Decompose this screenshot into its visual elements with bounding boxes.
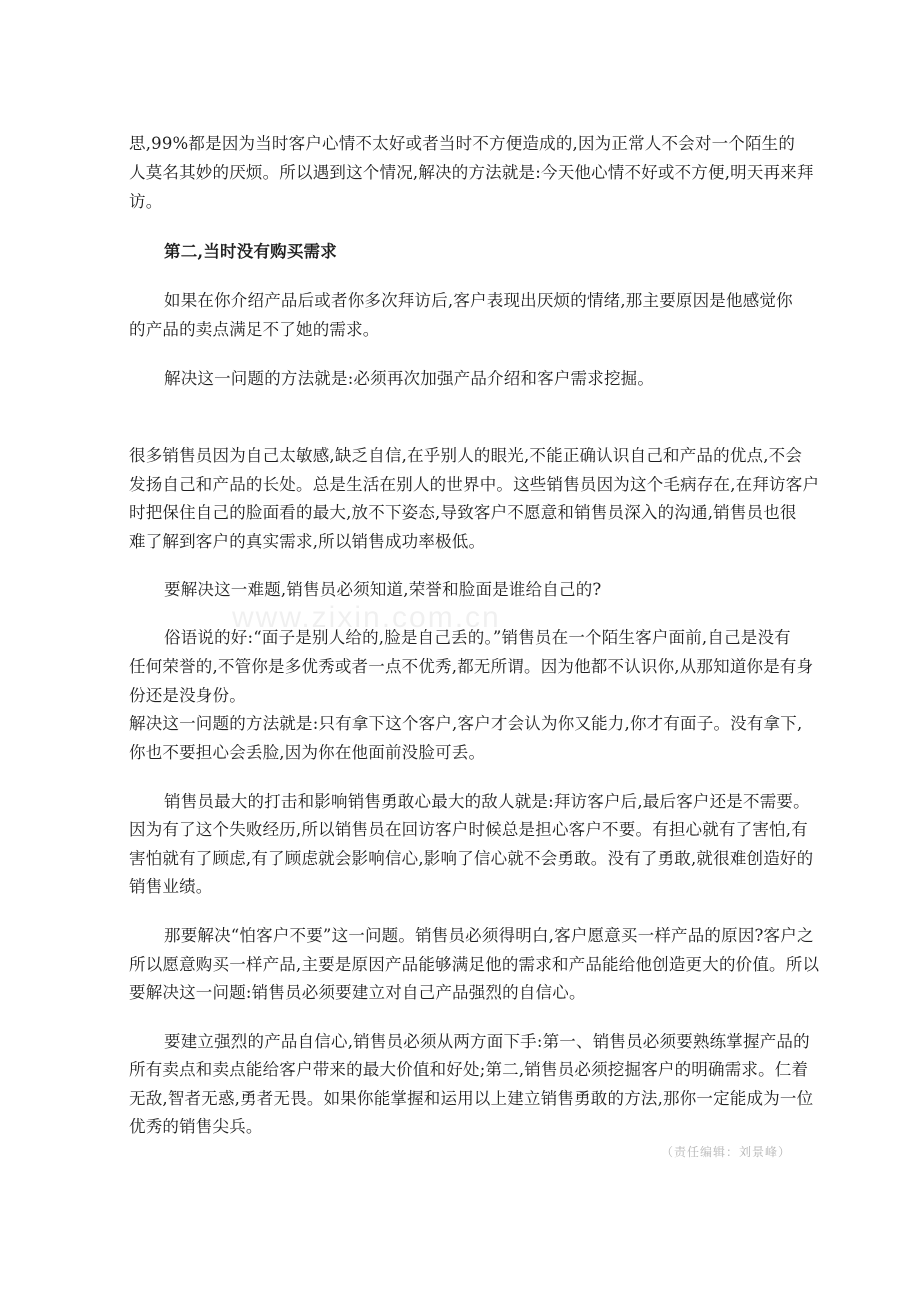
text-line: 很多销售员因为自己太敏感,缺乏自信,在乎别人的眼光,不能正确认识自己和产品的优点,不会 [129,446,803,465]
text-line: 销售员最大的打击和影响销售勇敢心最大的敌人就是:拜访客户后,最后客户还是不需要。 [164,792,810,811]
text-line: 如果在你介绍产品后或者你多次拜访后,客户表现出厌烦的情绪,那主要原因是他感觉你 [164,291,793,310]
text-line: 难了解到客户的真实需求,所以销售成功率极低。 [129,532,486,551]
text-line: 要建立强烈的产品自信心,销售员必须从两方面下手:第一、销售员必须要熟练掌握产品的 [164,1032,810,1051]
text-line: 因为有了这个失败经历,所以销售员在回访客户时候总是担心客户不要。有担心就有了害怕,有 [129,820,808,839]
text-line: 要解决这一难题,销售员必须知道,荣誉和脸面是谁给自己的? [164,580,602,599]
section-heading: 第二,当时没有购买需求 [164,242,337,261]
text-line: 销售业绩。 [129,877,213,896]
text-line: 解决这一问题的方法就是:只有拿下这个客户,客户才会认为你又能力,你才有面子。没有拿下, [129,714,803,733]
text-line: 份还是没身份。 [129,686,246,705]
text-line: 思,99%都是因为当时客户心情不太好或者当时不方便造成的,因为正常人不会对一个陌生的 [129,134,796,153]
text-line: 优秀的销售尖兵。 [129,1117,263,1136]
text-line: 的产品的卖点满足不了她的需求。 [129,320,380,339]
text-line: 所以愿意购买一样产品,主要是原因产品能够满足他的需求和产品能给他创造更大的价值。所以 [129,955,820,974]
text-line: 解决这一问题的方法就是:必须再次加强产品介绍和客户需求挖掘。 [164,369,655,388]
text-line: 时把保住自己的脸面看的最大,放不下姿态,导致客户不愿意和销售员深入的沟通,销售员也很 [129,503,797,522]
text-line: 发扬自己和产品的长处。总是生活在别人的世界中。这些销售员因为这个毛病存在,在拜访客户 [129,475,820,494]
text-line: 俗语说的好:“面子是别人给的,脸是自己丢的。”销售员在一个陌生客户面前,自己是没有 [164,628,791,647]
text-line: 人莫名其妙的厌烦。所以遇到这个情况,解决的方法就是:今天他心情不好或不方便,明天再来拜 [129,163,814,182]
text-line: 任何荣誉的,不管你是多优秀或者一点不优秀,都无所谓。因为他都不认识你,从那知道你是有身 [129,657,814,676]
text-line: 那要解决“怕客户不要”这一问题。销售员必须得明白,客户愿意买一样产品的原因?客户之 [164,926,814,945]
text-line: 所有卖点和卖点能给客户带来的最大价值和好处;第二,销售员必须挖掘客户的明确需求。仁着 [129,1060,809,1079]
text-line: 要解决这一问题:销售员必须要建立对自己产品强烈的自信心。 [129,983,586,1002]
text-line: 访。 [129,192,163,211]
editor-note: （责任编辑：刘景峰） [661,1145,792,1159]
watermark: www.zixin.com.cn [232,601,501,634]
text-line: 无敌,智者无惑,勇者无畏。如果你能掌握和运用以上建立销售勇敢的方法,那你一定能成为一位 [129,1089,814,1108]
text-line: 你也不要担心会丢脸,因为你在他面前没脸可丢。 [129,743,486,762]
text-line: 害怕就有了顾虑,有了顾虑就会影响信心,影响了信心就不会勇敢。没有了勇敢,就很难创造好的 [129,849,814,868]
